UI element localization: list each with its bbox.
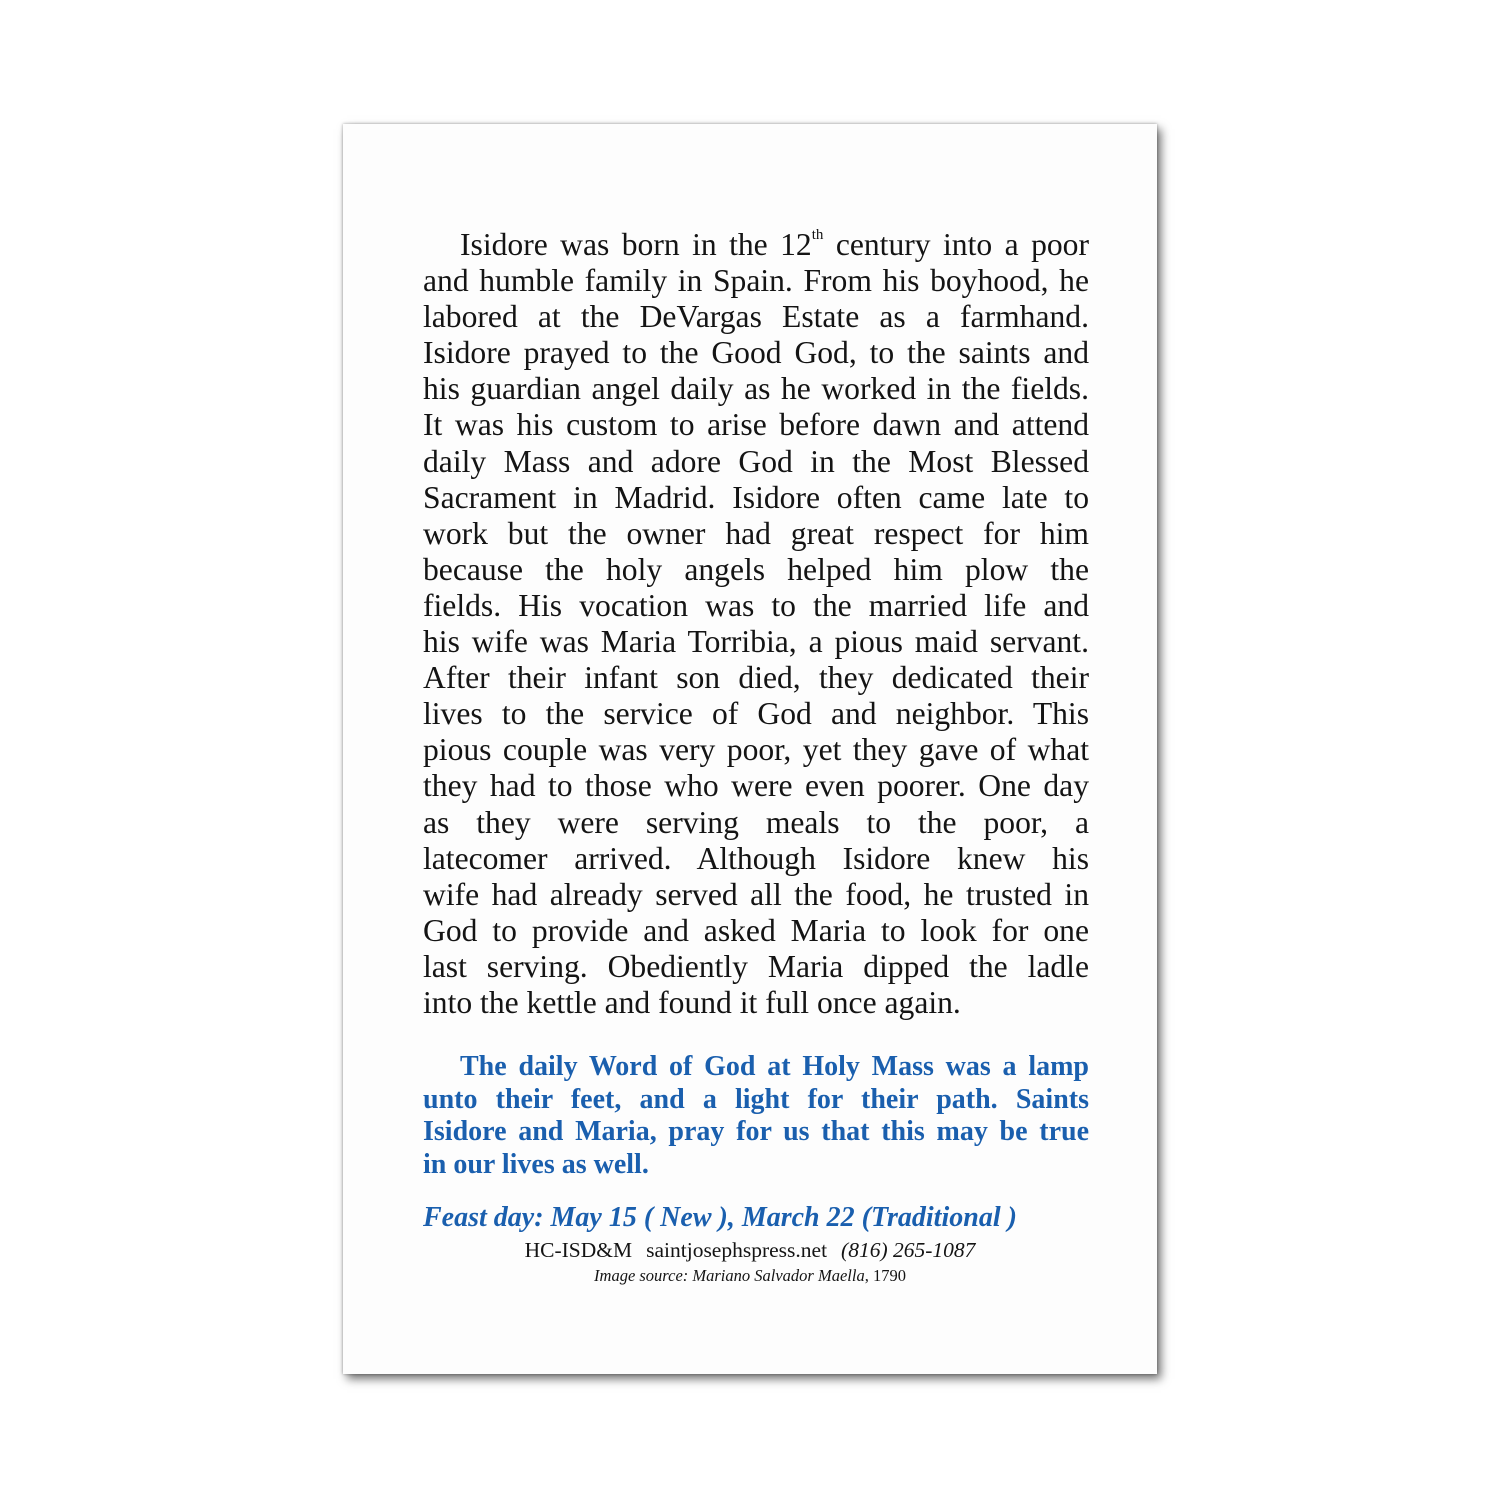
story-line: work but the owner had great respect for him: [423, 515, 1089, 551]
prayer-line: in our lives as well.: [423, 1148, 649, 1180]
story-line: wife had already served all the food, he trusted in: [423, 876, 1089, 912]
prayer-line: unto their feet, and a light for their path. Saints: [423, 1083, 1089, 1115]
story-line: because the holy angels helped him plow the: [423, 551, 1089, 587]
publisher-phone: (816) 265-1087: [841, 1238, 976, 1262]
story-line: into the kettle and found it full once again.: [423, 984, 961, 1020]
feast-day: Feast day: May 15 ( New ), March 22 (Traditional ): [423, 1202, 1017, 1233]
story-line: It was his custom to arise before dawn and attend: [423, 407, 1089, 443]
image-source-label: Image source: Mariano Salvador Maella: [594, 1266, 865, 1285]
story-line: last serving. Obediently Maria dipped the ladle: [423, 948, 1089, 984]
story-line: pious couple was very poor, yet they gave of what: [423, 732, 1089, 768]
story-line: Isidore prayed to the Good God, to the saints and: [423, 335, 1089, 371]
story-line: as they were serving meals to the poor, a: [423, 804, 1089, 840]
publisher-info: [343, 1238, 1157, 1263]
story-line: lives to the service of God and neighbor. This: [423, 696, 1089, 732]
story-line: his guardian angel daily as he worked in the fields.: [423, 371, 1089, 407]
story-line: his wife was Maria Torribia, a pious maid servant.: [423, 624, 1089, 660]
story-line: and humble family in Spain. From his boyhood, he: [423, 263, 1089, 299]
prayer-line: The daily Word of God at Holy Mass was a lamp: [460, 1051, 1089, 1082]
story-line: daily Mass and adore God in the Most Blessed: [423, 443, 1089, 479]
image-source-credit: [343, 1266, 1157, 1286]
story-text: [423, 227, 1089, 1021]
story-line: Sacrament in Madrid. Isidore often came late to: [423, 479, 1089, 515]
superscript: th: [811, 227, 824, 243]
story-line: latecomer arrived. Although Isidore knew his: [423, 840, 1089, 876]
story-line: God to provide and asked Maria to look for one: [423, 912, 1089, 948]
story-line: After their infant son died, they dedicated their: [423, 660, 1089, 696]
holy-card-back: [343, 124, 1157, 1374]
story-line: labored at the DeVargas Estate as a farmhand.: [423, 299, 1089, 335]
closing-prayer: [423, 1051, 1089, 1181]
story-line: Isidore was born in the 12th century into a poor: [460, 227, 1089, 262]
product-code: HC-ISD&M: [524, 1238, 633, 1262]
image-source-year: , 1790: [864, 1266, 906, 1285]
publisher-website: saintjosephspress.net: [646, 1238, 828, 1262]
story-line: they had to those who were even poorer. One day: [423, 768, 1089, 804]
prayer-line: Isidore and Maria, pray for us that this may be true: [423, 1116, 1089, 1147]
story-line: fields. His vocation was to the married life and: [423, 587, 1089, 623]
